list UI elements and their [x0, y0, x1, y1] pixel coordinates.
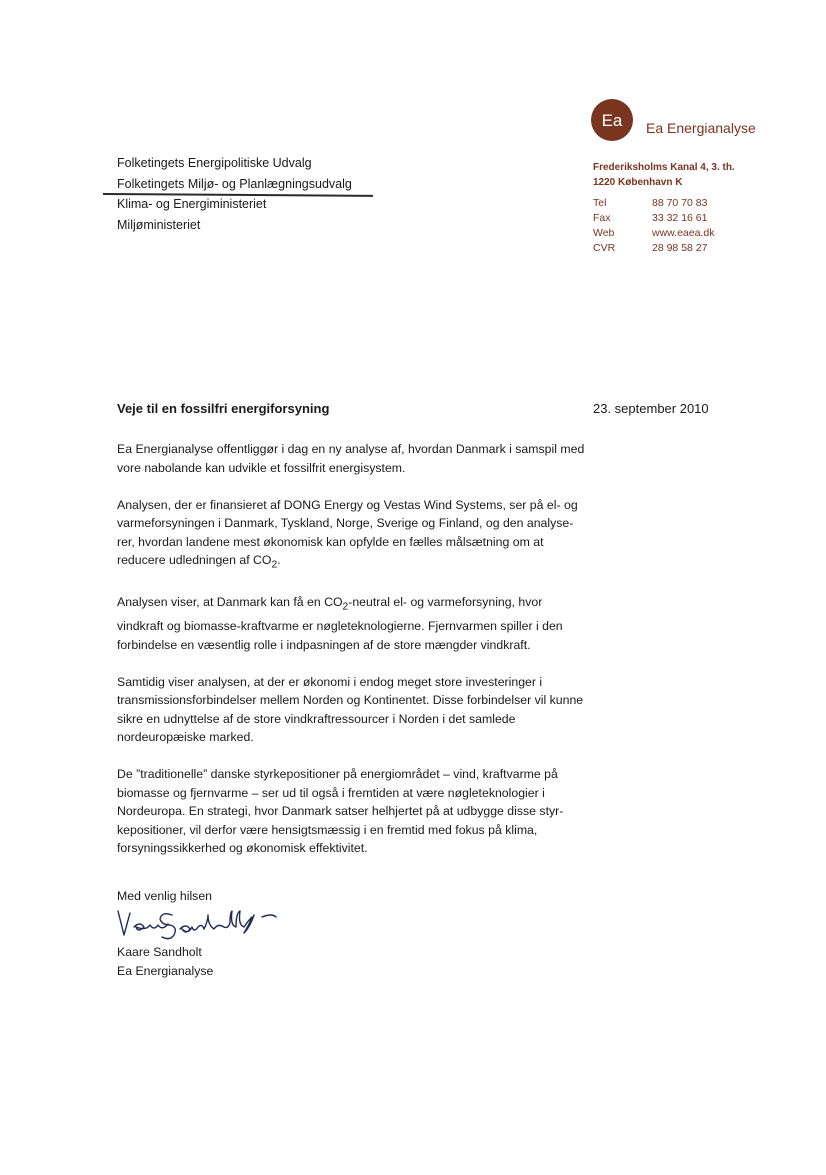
recipient-line: Folketingets Miljø- og Planlægningsudvalg [117, 176, 352, 191]
letter-body [117, 440, 587, 876]
contact-label: CVR [593, 242, 616, 254]
paragraph-text: Analysen viser, at Danmark kan få en CO [117, 595, 343, 610]
contact-row [593, 196, 714, 211]
closing-salutation: Med venlig hilsen [117, 889, 213, 903]
contact-value: www.eaea.dk [652, 227, 715, 239]
recipient-line: Miljøministeriet [117, 217, 201, 232]
sender-address-line1: Frederiksholms Kanal 4, 3. th. [593, 162, 735, 173]
recipient-line: Folketingets Energipolitiske Udvalg [117, 156, 312, 170]
signer-name: Kaare Sandholt [117, 945, 202, 959]
logo-name: Ea Energianalyse [646, 120, 756, 136]
subscript: 2 [342, 601, 349, 613]
body-paragraph: De ”traditionelle” danske styrkepositioner på energiområdet – vind, kraftvarme på biomasse og fjernvarme – ser ud til også i fremtiden at være nøgleteknologier i Nordeuropa. En strategi, hvor Danmark satser helhjertet på at udbygge disse styr-kepositioner, vil derfor være hensigtsmæssig i en fremtid med fokus på klima, forsyningssikkerhed og økonomisk effektivitet. [117, 767, 564, 856]
handwritten-signature [114, 905, 304, 945]
contact-row [593, 241, 714, 256]
contact-value: 33 32 16 61 [652, 212, 708, 224]
body-paragraph: Samtidig viser analysen, at der er økonomi i endog meget store investeringer i transmissionsforbindelser mellem Norden og Kontinentet. Disse forbindelser vil kunne sikre en udnyttelse af de store vindkraftressourcer i Norden i det samlede nordeuropæiske marked. [117, 674, 584, 745]
sender-block [593, 160, 735, 256]
logo-mark-text: Ea [601, 111, 623, 130]
subscript: 2 [271, 559, 278, 571]
body-paragraph [117, 593, 587, 654]
sender-address-line2: 1220 København K [593, 177, 683, 188]
ea-logo-icon [590, 98, 634, 142]
contact-row [593, 211, 714, 226]
contact-value: 28 98 58 27 [652, 242, 708, 254]
recipient-line: Klima- og Energiministeriet [117, 197, 267, 211]
subject-heading: Veje til en fossilfri energiforsyning [117, 401, 330, 416]
contact-label: Web [593, 227, 615, 239]
contact-table [593, 196, 714, 256]
signer-organization: Ea Energianalyse [117, 963, 214, 978]
body-paragraph [117, 496, 587, 575]
company-logo [590, 97, 756, 143]
signer-block [117, 943, 213, 980]
paragraph-text: Analysen, der er finansieret af DONG Energy og Vestas Wind Systems, ser på el- og varmeforsyningen i Danmark, Tyskland, Norge, Sverige og Finland, og den analyse-rer, hvordan landene mest økonomisk kan opfylde en fælles målsætning om at reducere udledningen af CO [117, 497, 578, 567]
contact-value: 88 70 70 83 [652, 197, 708, 209]
body-paragraph: Ea Energianalyse offentliggør i dag en ny analyse af, hvordan Danmark i samspil med vore nabolande kan udvikle et fossilfrit energisystem. [117, 442, 585, 475]
contact-label: Fax [593, 212, 611, 224]
contact-row [593, 226, 714, 241]
paragraph-text: . [277, 553, 281, 567]
paragraph-text: -neutral el- og varmeforsyning, hvor vindkraft og biomasse-kraftvarme er nøgleteknologierne. Fjernvarmen spiller i den forbindelse en væsentlig rolle i indpasningen af de store mængder vindkraft. [117, 595, 563, 652]
letter-date: 23. september 2010 [593, 401, 709, 416]
contact-label: Tel [593, 197, 607, 209]
